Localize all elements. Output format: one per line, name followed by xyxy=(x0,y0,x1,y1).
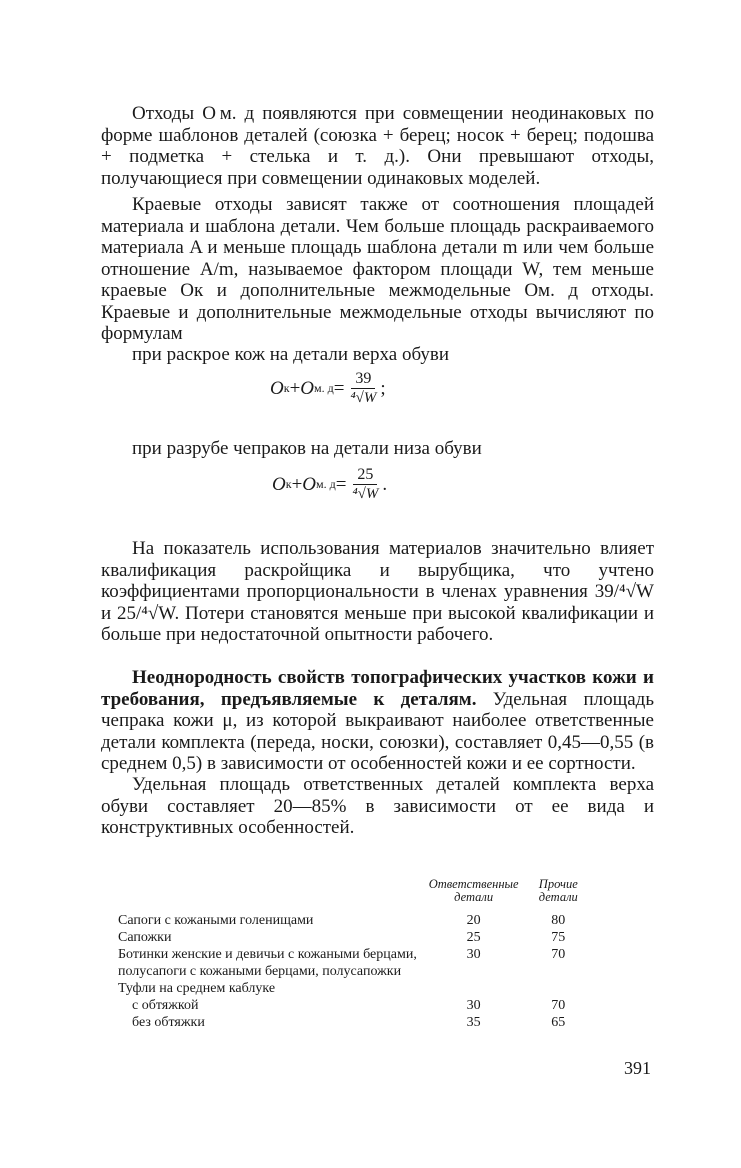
fraction: $\frac{25}{\text{⁴√W}}$ xyxy=(352,466,379,502)
paragraph-edge-waste: Краевые отходы зависят также от соотношения площадей материала и шаблона детали. Чем больше площадь раскраиваемого материала A и меньше площадь шаблона детали m или чем больше отношение A/m, называемое фактором площади W, тем меньше краевые Ок и дополнительные межмодельные Ом. д отходы. Краевые и дополнительные межмодельные отходы вычисляют по формулам xyxy=(101,194,654,344)
table-row: Туфли на среднем каблуке xyxy=(118,981,276,996)
formula-lower: О к + О м. д = $\frac{25}{\text{⁴√W}}$ . xyxy=(272,466,388,502)
table-header-row xyxy=(118,878,598,912)
table-row: с обтяжкой 30 70 xyxy=(132,998,566,1013)
page-number: 391 xyxy=(624,1058,651,1078)
table-row: Ботинки женские и девичьи с кожаными берцами, полусапоги с кожаными берцами, полусапожки 30 70 xyxy=(118,947,566,979)
paragraph-specific-area: Удельная площадь ответственных деталей комплекта верха обуви составляет 20—85% в зависимости от ее вида и конструктивных особенностей. xyxy=(101,774,654,838)
table-row: Сапожки 25 75 xyxy=(118,930,566,945)
fraction: $\frac{39}{\text{⁴√W}}$ xyxy=(350,370,377,406)
table-row: без обтяжки 35 65 xyxy=(132,1015,566,1030)
parts-area-table xyxy=(118,878,598,1031)
table-header-cell: Ответственные детали xyxy=(428,877,519,904)
table-row: Сапоги с кожаными голенищами 20 80 xyxy=(118,913,566,928)
paragraph-heading: Неоднородность свойств топографических участков кожи и требования, предъявляемые к деталям. xyxy=(101,667,654,710)
formula-lead-lower: при разрубе чепраков на детали низа обуви xyxy=(132,438,482,459)
formula-upper: О к + О м. д = $\frac{39}{\text{⁴√W}}$ ; xyxy=(270,370,386,406)
table-header-cell: Прочие детали xyxy=(538,877,578,904)
table-header-cell xyxy=(118,878,429,912)
paragraph-waste-mismatch: Отходы О м. д появляются при совмещении неодинаковых по форме шаблонов деталей (союзка + берец; носок + берец; подошва + подметка + стелька и т. д.). Они превышают отходы, получающиеся при совмещении одинаковых моделей. xyxy=(101,103,654,189)
formula-lead-upper: при раскрое кож на детали верха обуви xyxy=(132,344,450,365)
paragraph-heterogeneity: Неоднородность свойств топографических участков кожи и требования, предъявляемые к деталям. Удельная площадь чепрака кожи μ, из которой выкраивают наиболее ответственные детали комплекта (переда, носки, союзки), составляет 0,45—0,55 (в среднем 0,5) в зависимости от особенностей кожи и ее сортности. xyxy=(101,667,654,774)
paragraph-qualification: На показатель использования материалов значительно влияет квалификация раскройщика и вырубщика, что учтено коэффициентами пропорциональности в членах уравнения 39/⁴√W и 25/⁴√W. Потери становятся меньше при высокой квалификации и больше при недостаточной опытности рабочего. xyxy=(101,538,654,645)
